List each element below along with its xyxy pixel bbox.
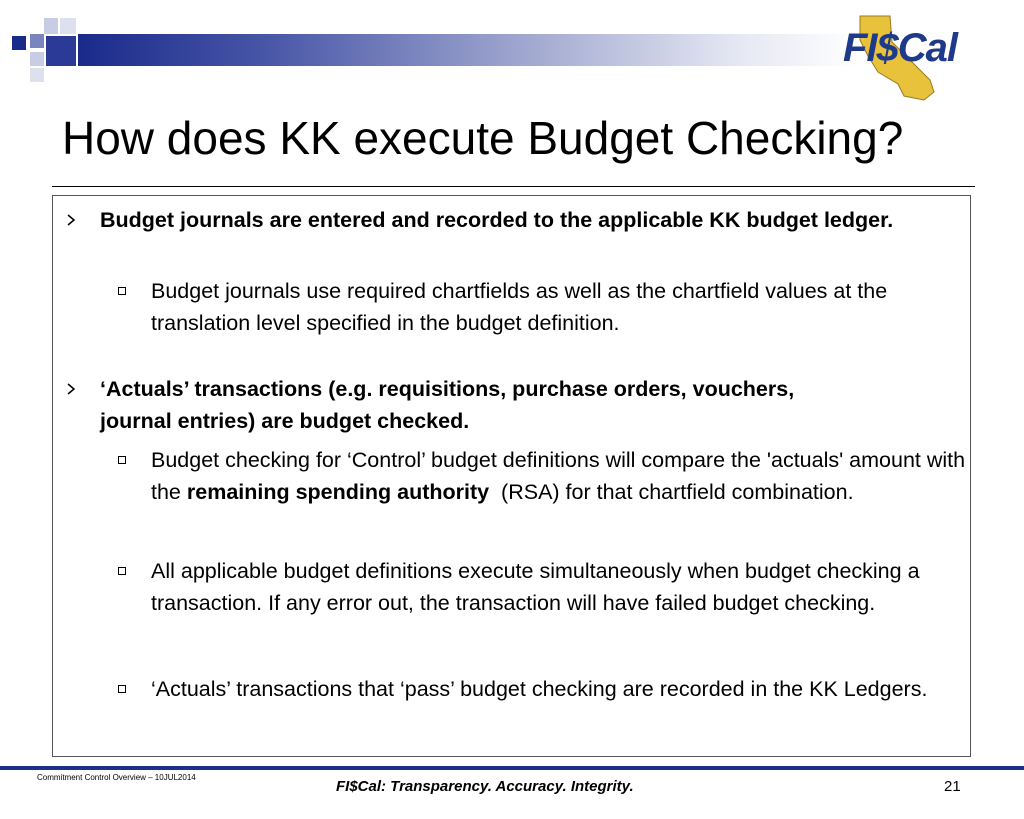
- title-divider: [52, 186, 975, 187]
- bullet-1-1-text: Budget journals use required chartfields as well as the chartfield values at the translation level specified in the budget definition.: [151, 279, 888, 335]
- bullet-2-1-pre: Budget checking for ‘Control’ budget definitions will compare the 'actuals' amount with the: [151, 448, 966, 504]
- decor-square-2: [44, 18, 58, 34]
- bullet-2-1-text: [151, 444, 966, 508]
- bullet-2-2-text: All applicable budget definitions execute simultaneously when budget checking a transaction. If any error out, the transaction will have failed budget checking.: [151, 559, 920, 615]
- bullet-2-1-post: (RSA) for that chartfield combination.: [489, 480, 854, 504]
- footer-left-text: Commitment Control Overview – 10JUL2014: [37, 773, 196, 782]
- square-bullet-icon: [118, 287, 126, 295]
- page-number: 21: [944, 778, 961, 795]
- header-gradient-bar: [78, 34, 858, 66]
- slide-title: How does KK execute Budget Checking?: [62, 112, 904, 164]
- decor-square-6: [30, 52, 44, 66]
- decor-square-3: [60, 18, 76, 34]
- square-bullet-icon: [118, 567, 126, 575]
- square-bullet-icon: [118, 685, 126, 693]
- bullet-2-text: ‘Actuals’ transactions (e.g. requisitions, purchase orders, vouchers, journal entries) are budget checked.: [100, 377, 795, 433]
- footer-tagline: FI$Cal: Transparency. Accuracy. Integrity.: [336, 778, 634, 795]
- bullet-2-3-text: ‘Actuals’ transactions that ‘pass’ budget checking are recorded in the KK Ledgers.: [151, 677, 928, 701]
- square-bullet-icon: [118, 456, 126, 464]
- bullet-1-text: Budget journals are entered and recorded to the applicable KK budget ledger.: [100, 208, 894, 232]
- decor-square-7: [30, 68, 44, 82]
- decor-square-1: [12, 36, 26, 50]
- decor-square-4: [30, 34, 44, 48]
- decor-square-5: [46, 36, 76, 66]
- logo-text: FI$Cal: [843, 26, 958, 70]
- footer-divider: [0, 766, 1024, 770]
- arrow-bullet-icon: [66, 383, 76, 395]
- rsa-bold-text: remaining spending authority: [186, 480, 490, 504]
- arrow-bullet-icon: [66, 214, 76, 226]
